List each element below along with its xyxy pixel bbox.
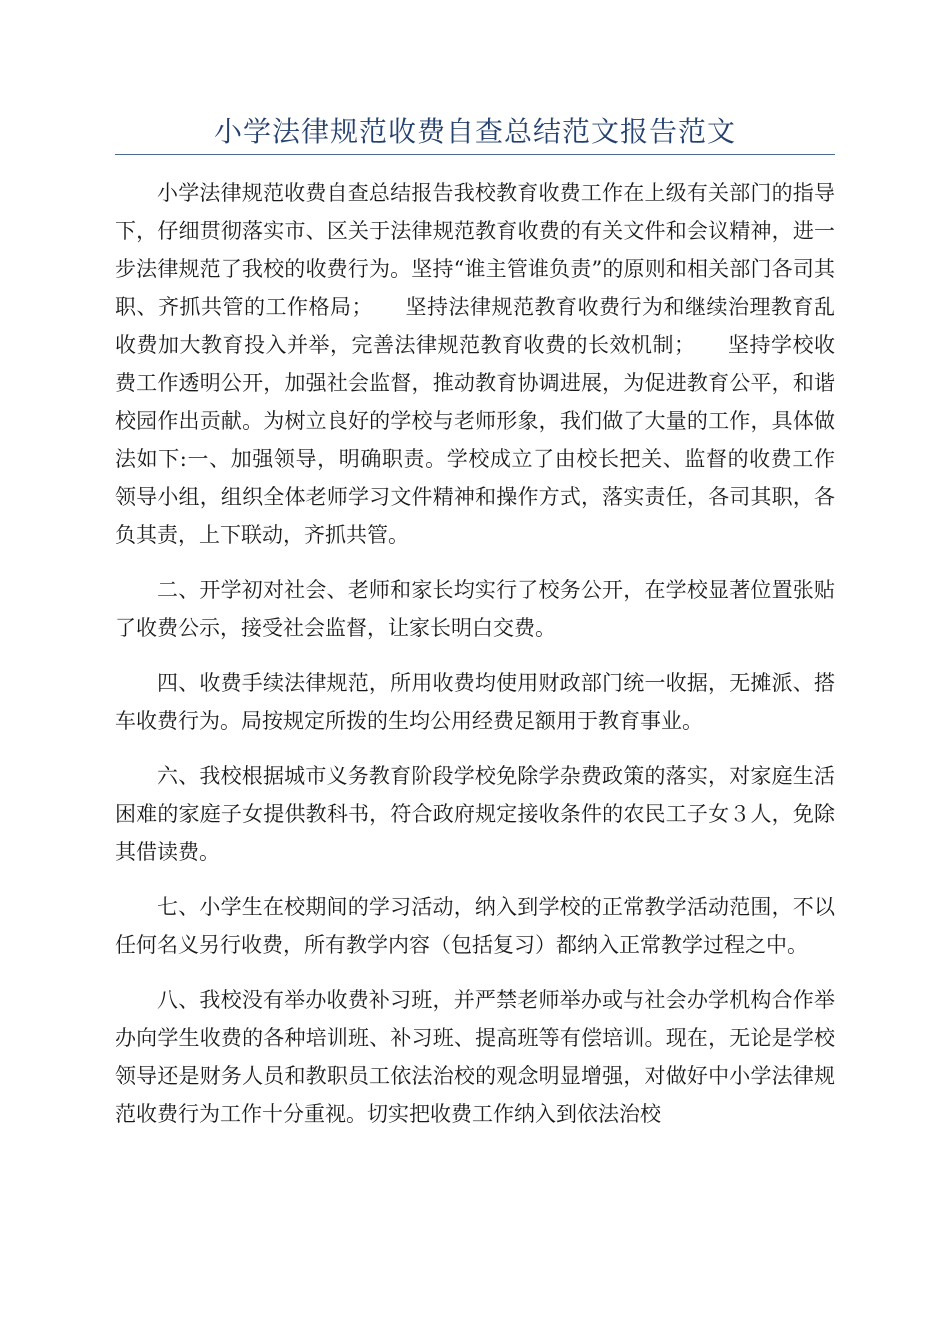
paragraph-5: 七、小学生在校期间的学习活动，纳入到学校的正常教学活动范围，不以任何名义另行收费，所有教学内容（包括复习）都纳入正常教学过程之中。 bbox=[115, 895, 835, 957]
paragraph-3: 四、收费手续法律规范，所用收费均使用财政部门统一收据，无摊派、搭车收费行为。局按规定所拨的生均公用经费足额用于教育事业。 bbox=[115, 671, 835, 733]
title-underline bbox=[115, 154, 835, 155]
paragraph-2: 二、开学初对社会、老师和家长均实行了校务公开，在学校显著位置张贴了收费公示，接受社会监督，让家长明白交费。 bbox=[115, 578, 835, 640]
paragraph-1: 小学法律规范收费自查总结报告我校教育收费工作在上级有关部门的指导下，仔细贯彻落实市、区关于法律规范教育收费的有关文件和会议精神，进一步法律规范了我校的收费行为。坚持“谁主管谁负责”的原则和相关部门各司其职、齐抓共管的工作格局； 坚持法律规范教育收费行为和继续治理教育乱收费加大教育投入并举，完善法律规范教育收费的长效机制； 坚持学校收费工作透明公开，加强社会监督，推动教育协调进展，为促进教育公平，和谐校园作出贡献。为树立良好的学校与老师形象，我们做了大量的工作，具体做法如下:一、加强领导，明确职责。学校成立了由校长把关、监督的收费工作领导小组，组织全体老师学习文件精神和操作方式，落实责任，各司其职，各负其责，上下联动，齐抓共管。 bbox=[115, 181, 835, 547]
document-title: 小学法律规范收费自查总结范文报告范文 bbox=[213, 115, 736, 148]
paragraph-6: 八、我校没有举办收费补习班，并严禁老师举办或与社会办学机构合作举办向学生收费的各种培训班、补习班、提高班等有偿培训。现在，无论是学校领导还是财务人员和教职员工依法治校的观念明显增强，对做好中小学法律规范收费行为工作十分重视。切实把收费工作纳入到依法治校 bbox=[115, 988, 835, 1126]
paragraph-4: 六、我校根据城市义务教育阶段学校免除学杂费政策的落实，对家庭生活困难的家庭子女提供教科书，符合政府规定接收条件的农民工子女３人，免除其借读费。 bbox=[115, 764, 835, 864]
document-body bbox=[115, 174, 835, 1150]
